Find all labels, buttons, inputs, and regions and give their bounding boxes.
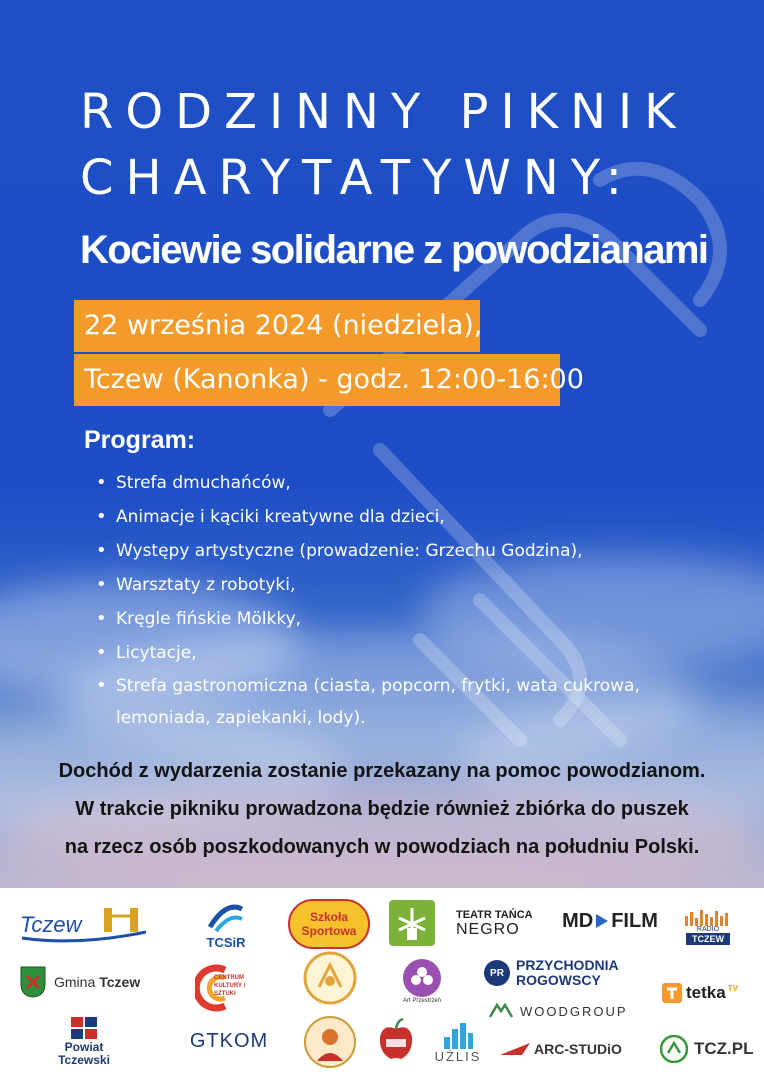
sponsor-logos (0, 888, 764, 1080)
centrum-kultury-logo (192, 962, 254, 1014)
teatr-text: TEATR TAŃCA (456, 909, 533, 921)
title-line-1: RODZINNY PIKNIK (80, 84, 688, 140)
equalizer-icon (683, 908, 733, 926)
tcz-text: TCZ.PL (694, 1039, 754, 1058)
tczew-mark-icon (18, 902, 150, 948)
school-emblem-icon (303, 951, 357, 1005)
art-flower-icon (402, 958, 442, 998)
title-line-2: CHARYTATYWNY: (80, 150, 634, 206)
program-item: • Strefa dmuchańców, (96, 466, 736, 500)
rogowscy-text: ROGOWSCY (516, 972, 601, 988)
powiat-tczewski-logo (44, 1012, 124, 1070)
tcz-mark-icon (660, 1035, 688, 1063)
program-item: • Strefa gastronomiczna (ciasta, popcorn, frytki, wata cukrowa, lemoniada, zapiekanki, lody). (96, 670, 736, 734)
negro-text: NEGRO (456, 921, 520, 938)
tczewski-text: Tczewski (58, 1053, 110, 1067)
szkola-text: Szkoła Sportowa (301, 910, 357, 938)
gmina-crest-icon (20, 966, 46, 998)
woodgroup-logo (488, 998, 638, 1024)
md-text: MD (562, 909, 594, 932)
subtitle: Kociewie solidarne z powodzianami (80, 228, 708, 272)
program-item: • Kręgle fińskie Mölkky, (96, 602, 736, 636)
teatr-negro-logo (456, 902, 542, 946)
arc-text: ARC-STUDiO (534, 1041, 622, 1057)
school-emblem-logo (302, 950, 358, 1006)
uzlis-bars-icon (442, 1023, 474, 1049)
note-line-2: W trakcie pikniku prowadzona będzie również zbiórka do puszek (75, 798, 689, 820)
uzlis-text: UŻLIS (434, 1048, 482, 1064)
apple-icon (377, 1017, 415, 1061)
radio-text: RADIO (696, 925, 720, 933)
program-item: • Występy artystyczne (prowadzenie: Grzechu Godzina), (96, 534, 736, 568)
windmill-icon (389, 900, 435, 946)
windmill-logo (388, 900, 436, 946)
arc-swoosh-icon (500, 1041, 530, 1057)
apple-logo (376, 1016, 416, 1062)
tczew-logo (18, 902, 150, 948)
tcsir-text: TCSiR (206, 934, 246, 950)
md-film-logo (562, 906, 658, 936)
tetka-text: tetka (686, 983, 726, 1002)
program-item: • Licytacje, (96, 636, 736, 670)
event-place-time: Tczew (Kanonka) - godz. 12:00-16:00 (74, 354, 560, 406)
tcsir-swirl-icon (206, 899, 246, 935)
film-text: FILM (611, 909, 658, 932)
program-heading: Program: (84, 426, 196, 454)
tcz-pl-logo (660, 1034, 754, 1064)
radio-tczew-logo (682, 902, 734, 950)
art-text: Art Przestrzeń (402, 998, 441, 1004)
tv-text: TV (727, 983, 738, 993)
play-icon (596, 914, 608, 928)
art-przestrzen-logo (394, 954, 450, 1008)
note-line-1: Dochód z wydarzenia zostanie przekazany na pomoc powodzianom. (58, 760, 706, 782)
tetka-mark-icon (662, 983, 682, 1003)
powiat-mark-icon (69, 1015, 99, 1041)
gmina-tczew-text: Tczew (99, 974, 141, 990)
pr-text: PR (490, 967, 504, 979)
woodgroup-text: WOODGROUP (520, 1003, 628, 1019)
przychodnia-logo (484, 956, 636, 990)
tcsir-logo (198, 896, 254, 952)
arc-studio-logo (500, 1036, 636, 1062)
uzlis-logo (428, 1020, 488, 1066)
program-list (96, 466, 736, 734)
program-item: • Warsztaty z robotyki, (96, 568, 736, 602)
gmina-text: Gmina (54, 974, 96, 990)
woodgroup-mark-icon (488, 1001, 514, 1021)
tetka-tv-logo (662, 980, 758, 1006)
event-date: 22 września 2024 (niedziela), (74, 300, 480, 352)
note-line-3: na rzecz osób poszkodowanych w powodziach na południu Polski. (64, 836, 700, 858)
powiat-text: Powiat (64, 1040, 104, 1054)
radio-tczew-text: TCZEW (686, 933, 730, 945)
tczew-logo-text: Tczew (20, 912, 82, 937)
saint-emblem-logo (302, 1014, 358, 1070)
przychodnia-text: PRZYCHODNIA (516, 957, 619, 973)
gtkom-logo (184, 1026, 274, 1056)
gmina-tczew-logo (20, 962, 150, 1002)
szkola-sportowa-logo (288, 898, 370, 950)
saint-emblem-icon (303, 1015, 357, 1069)
centrum-text: CENTRUM KULTURY i SZTUKI (214, 975, 246, 997)
gtkom-text: GTKOM (189, 1029, 269, 1052)
program-item: • Animacje i kąciki kreatywne dla dzieci, (96, 500, 736, 534)
